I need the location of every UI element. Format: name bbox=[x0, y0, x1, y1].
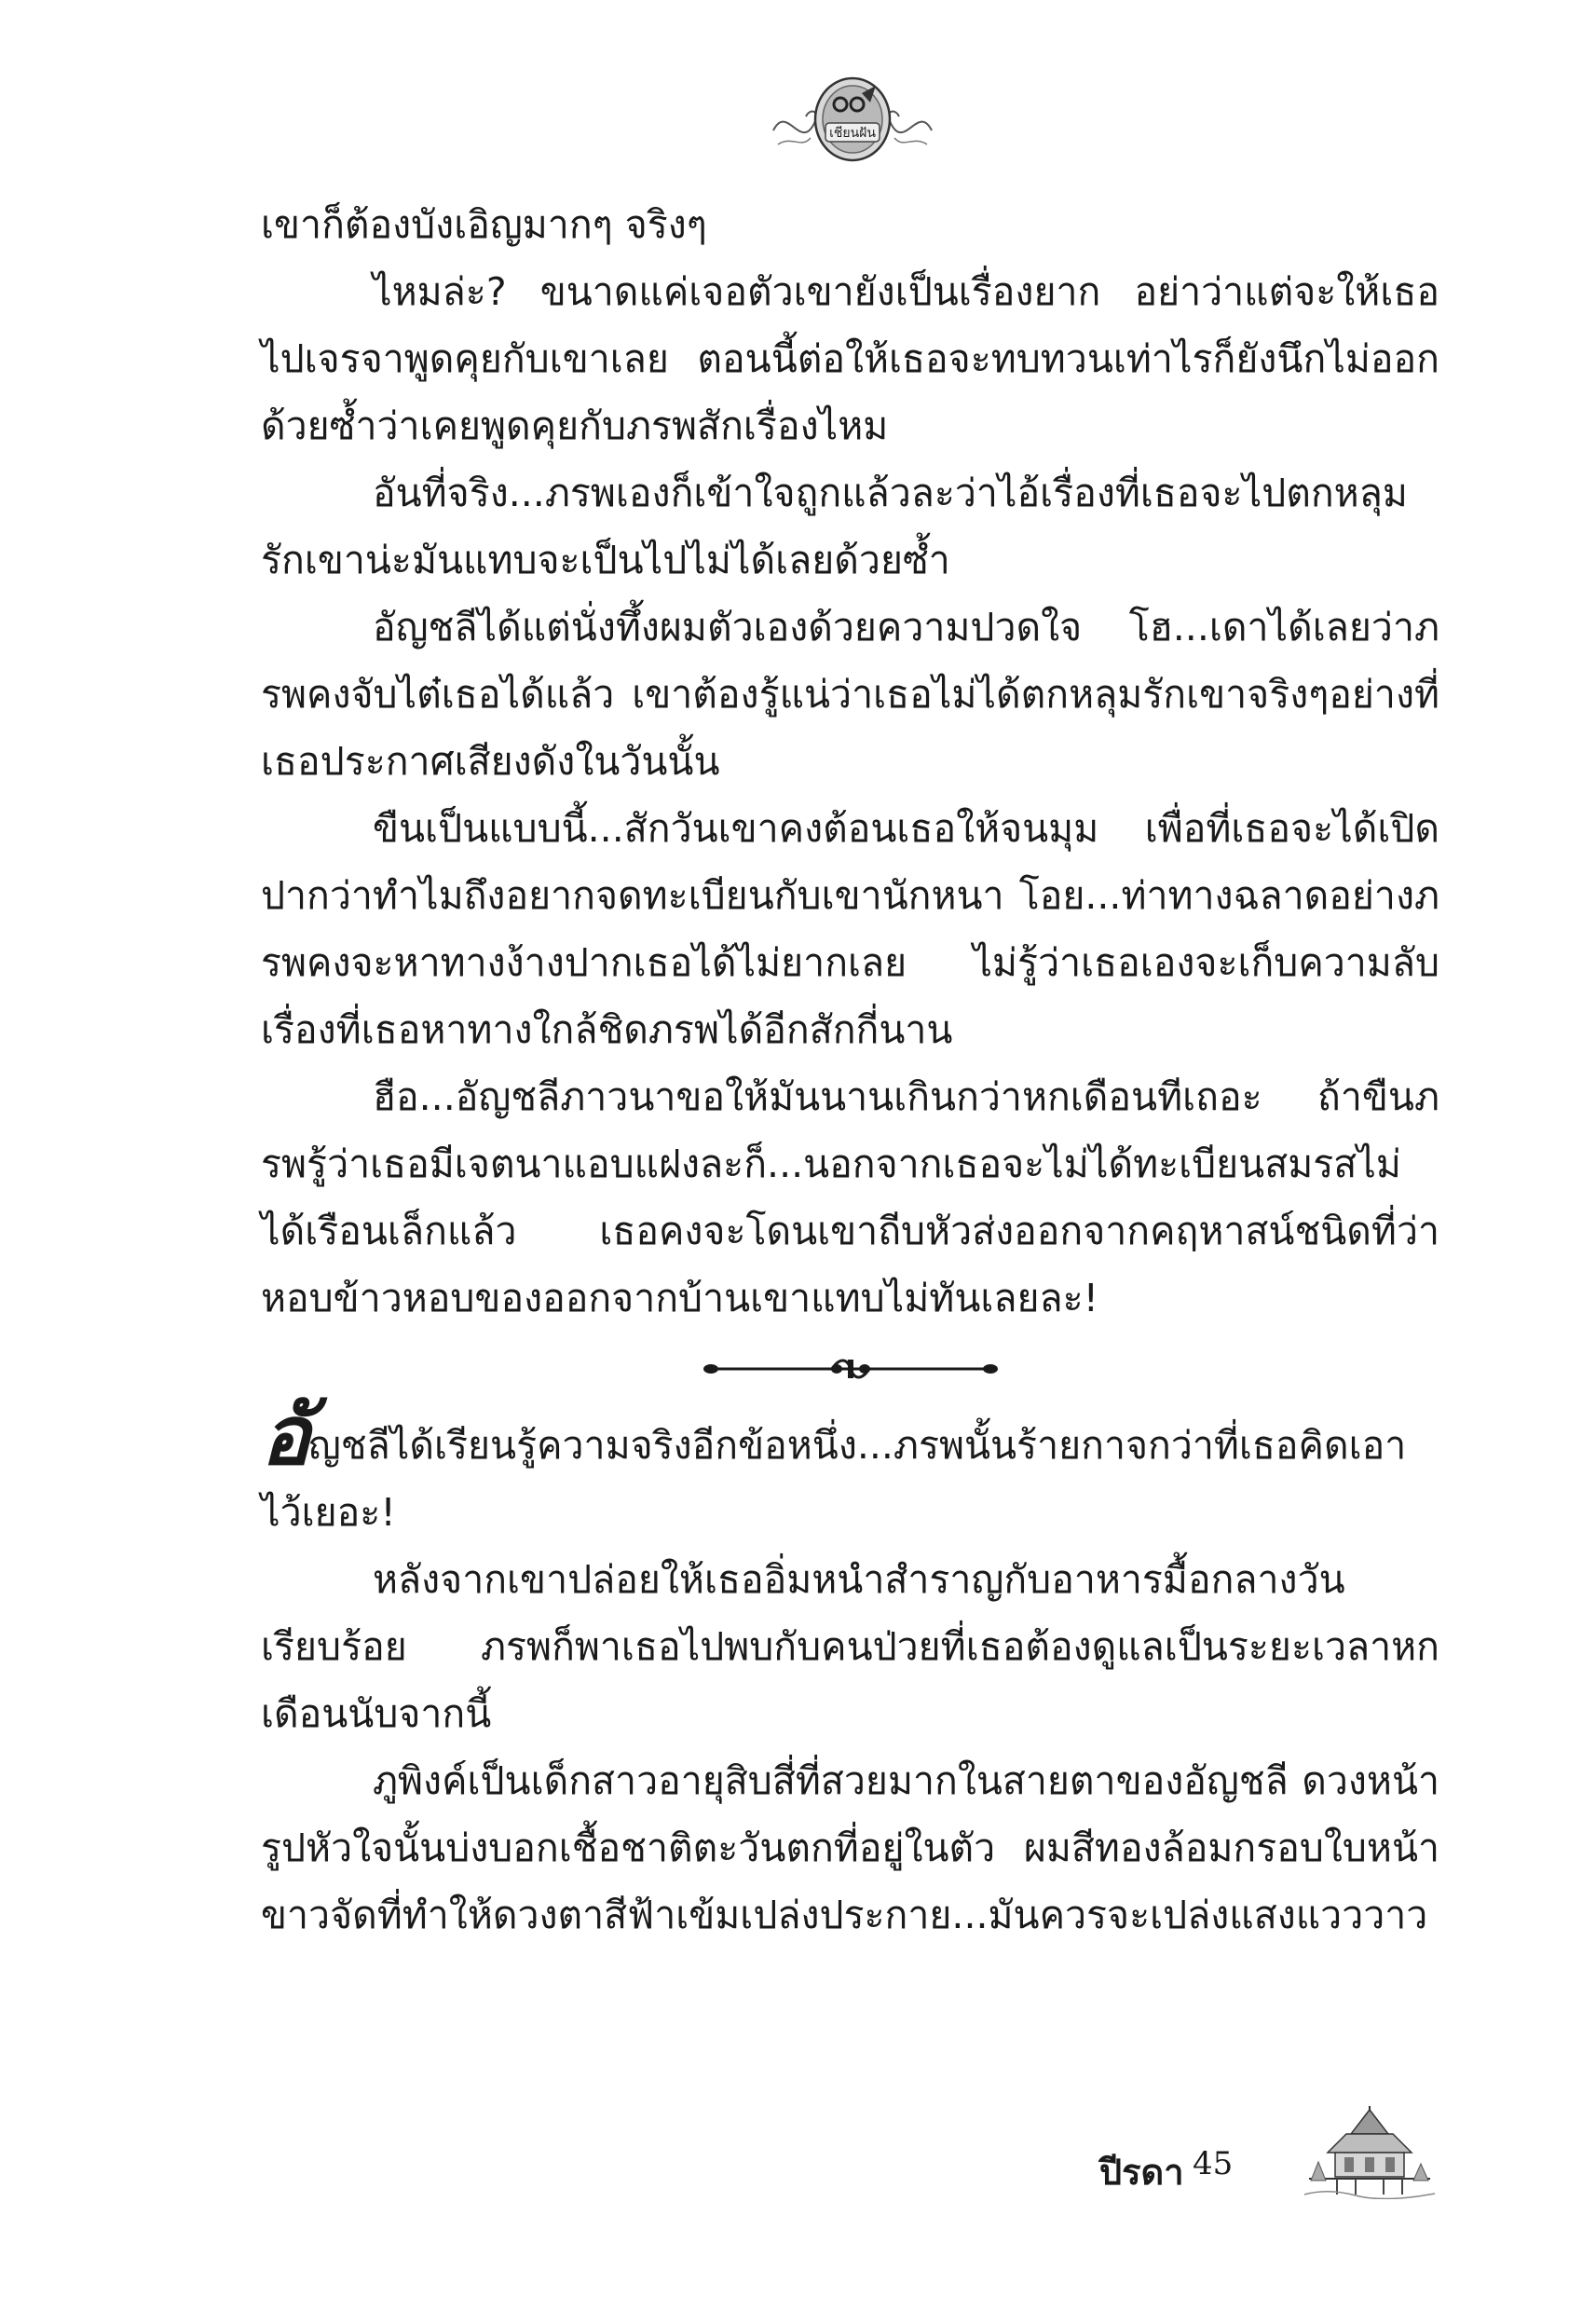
dropcap-paragraph bbox=[261, 1388, 1439, 1546]
paragraph-1: เขาก็ต้องบังเอิญมากๆ จริงๆ bbox=[261, 202, 707, 247]
body-text bbox=[261, 191, 1439, 1949]
paragraph-3: อันที่จริง...ภรพเองก็เข้าใจถูกแล้วละว่าไอ้เรื่องที่เธอจะไปตกหลุมรักเขาน่ะมันแทบจะเป็นไปไม่ได้เลยด้วยซ้ำ bbox=[261, 471, 1408, 582]
header-emblem bbox=[764, 65, 941, 168]
paragraph-5: ขืนเป็นแบบนี้...สักวันเขาคงต้อนเธอให้จนมุม เพื่อที่เธอจะได้เปิดปากว่าทำไมถึงอยากจดทะเบียนกับเขานักหนา โอย...ท่าทางฉลาดอย่างภรพคงจะหาทางง้างปากเธอได้ไม่ยากเลย ไม่รู้ว่าเธอเองจะเก็บความลับเรื่องที่เธอหาทางใกล้ชิดภรพได้อีกสักกี่นาน bbox=[261, 806, 1439, 1052]
emblem-text: เชียนฝัน bbox=[829, 126, 876, 141]
paragraph-8: ภูพิงค์เป็นเด็กสาวอายุสิบสี่ที่สวยมากในสายตาของอัญชลี ดวงหน้ารูปหัวใจนั้นบ่งบอกเชื้อชาติตะวันตกที่อยู่ในตัว ผมสีทองล้อมกรอบใบหน้าขาวจัดที่ทำให้ดวงตาสีฟ้าเข้มเปล่งประกาย...มันควรจะเปล่งแสงแวววาว bbox=[261, 1758, 1439, 1937]
emblem-icon bbox=[764, 65, 941, 168]
paragraph-7: หลังจากเขาปล่อยให้เธออิ่มหนำสำราญกับอาหารมื้อกลางวันเรียบร้อย ภรพก็พาเธอไปพบกับคนป่วยที่เธอต้องดูแลเป็นระยะเวลาหกเดือนนับจากนี้ bbox=[261, 1557, 1439, 1736]
paragraph-2: ไหมล่ะ? ขนาดแค่เจอตัวเขายังเป็นเรื่องยาก อย่าว่าแต่จะให้เธอไปเจรจาพูดคุยกับเขาเลย ตอนนี้ต่อให้เธอจะทบทวนเท่าไรก็ยังนึกไม่ออกด้วยซ้ำว่าเคยพูดคุยกับภรพสักเรื่องไหม bbox=[261, 269, 1439, 448]
divider-ornament-icon bbox=[702, 1350, 1000, 1388]
dropcap-paragraph-text: ญชลีได้เรียนรู้ความจริงอีกข้อหนึ่ง...ภรพนั้นร้ายกาจกว่าที่เธอคิดเอาไว้เยอะ! bbox=[261, 1423, 1407, 1535]
dropcap-letter: อั bbox=[261, 1388, 308, 1484]
page-footer bbox=[1099, 2106, 1472, 2199]
paragraph-4: อัญชลีได้แต่นั่งทึ้งผมตัวเองด้วยความปวดใจ โฮ...เดาได้เลยว่าภรพคงจับไต๋เธอได้แล้ว เขาต้องรู้แน่ว่าเธอไม่ได้ตกหลุมรักเขาจริงๆอย่างที่เธอประกาศเสียงดังในวันนั้น bbox=[261, 605, 1439, 784]
page-number: 45 bbox=[1193, 2145, 1234, 2182]
footer-title: ปีรดา bbox=[1099, 2152, 1184, 2193]
paragraph-6: ฮือ...อัญชลีภาวนาขอให้มันนานเกินกว่าหกเดือนทีเถอะ ถ้าขืนภรพรู้ว่าเธอมีเจตนาแอบแฝงละก็...นอกจากเธอจะไม่ได้ทะเบียนสมรสไม่ได้เรือนเล็กแล้ว เธอคงจะโดนเขาถีบหัวส่งออกจากคฤหาสน์ชนิดที่ว่าหอบข้าวหอบของออกจากบ้านเขาแทบไม่ทันเลยละ! bbox=[261, 1074, 1439, 1320]
thai-house-icon bbox=[1300, 2106, 1439, 2199]
